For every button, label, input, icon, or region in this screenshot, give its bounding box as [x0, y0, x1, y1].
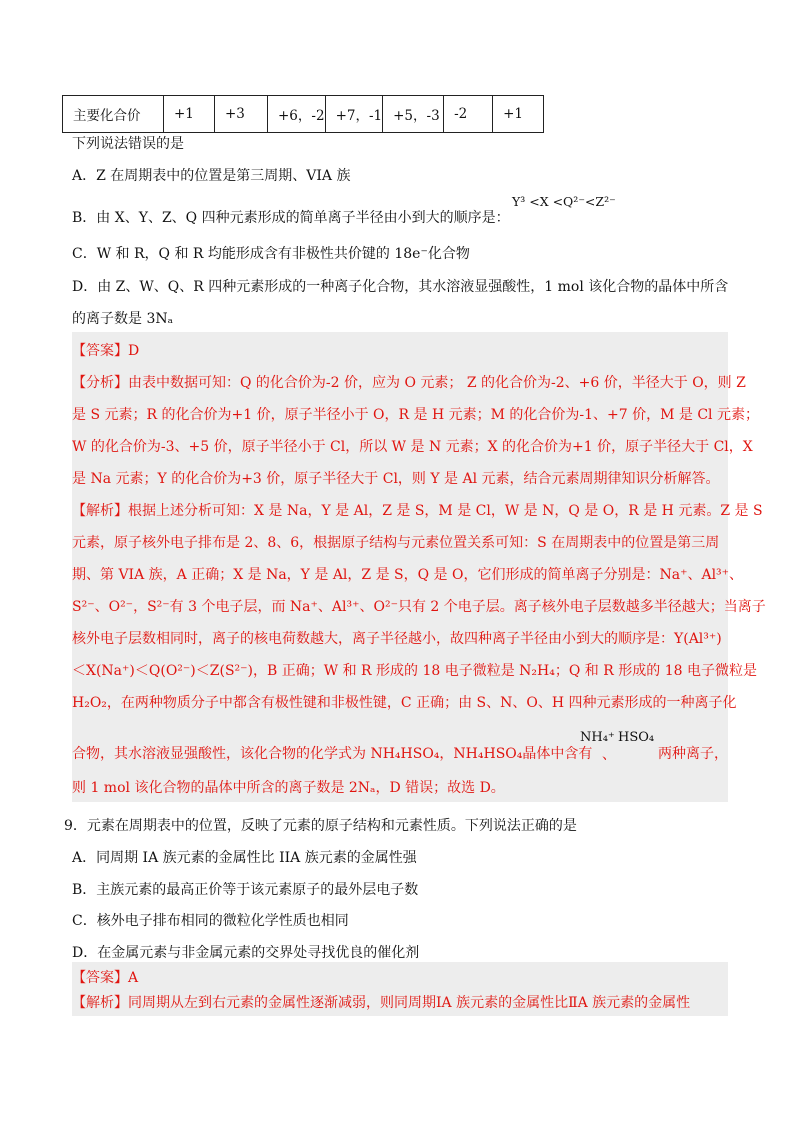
answer-label: 【答案】D — [72, 343, 140, 359]
explanation-line: 合物，其水溶液显强酸性，该化合物的化学式为 NH₄HSO₄，NH₄HSO₄晶体中含有 — [72, 746, 593, 762]
explanation-line: ＜X(Na⁺)＜Q(O²⁻)＜Z(S²⁻)，B 正确；W 和 R 形成的 18 电子微粒是 N₂H₄；Q 和 R 形成的 18 电子微粒是 — [72, 663, 757, 679]
table-cell: -2 — [444, 96, 493, 133]
analysis-line: 是 S 元素；R 的化合价为+1 价，原子半径小于 O，R 是 H 元素；M 的化合价为-1、+7 价，M 是 Cl 元素； — [72, 407, 759, 423]
explanation-line: 【解析】根据上述分析可知：X 是 Na，Y 是 Al，Z 是 S，M 是 Cl，W 是 N，Q 是 O，R 是 H 元素。Z 是 S — [72, 503, 763, 519]
table-cell: +6，-2 — [268, 96, 326, 133]
valence-table — [62, 95, 544, 133]
analysis-line: W 的化合价为-3、+5 价，原子半径小于 Cl，所以 W 是 N 元素；X 的化合价为+1 价，原子半径大于 Cl，X — [72, 439, 753, 455]
option-d-line2: 的离子数是 3Nₐ — [72, 311, 174, 327]
explanation-line: 元素，原子核外电子排布是 2、8、6，根据原子结构与元素位置关系可知：S 在周期表中的位置是第三周 — [72, 535, 720, 551]
explanation-line: H₂O₂，在两种物质分子中都含有极性键和非极性键，C 正确；由 S、N、O、H 四种元素形成的一种离子化 — [72, 695, 737, 711]
explanation-line: 则 1 mol 该化合物的晶体中所含的离子数是 2Nₐ，D 错误；故选 D。 — [72, 780, 505, 796]
hso4-ion-formula: HSO₄ — [618, 730, 655, 745]
option-a: A．Z 在周期表中的位置是第三周期、VIA 族 — [72, 168, 351, 184]
option-a: A．同周期 IA 族元素的金属性比 IIA 族元素的金属性强 — [72, 850, 417, 866]
ion-separator: 、 — [602, 747, 616, 763]
nh4-ion-formula: NH₄⁺ — [580, 730, 615, 745]
analysis-line: 是 Na 元素；Y 的化合价为+3 价，原子半径大于 Cl，则 Y 是 Al 元素，结合元素周期律知识分析解答。 — [72, 471, 720, 487]
question-9-stem: 9．元素在周期表中的位置，反映了元素的原子结构和元素性质。下列说法正确的是 — [64, 818, 577, 834]
table-row — [63, 96, 544, 133]
explanation-line: 期、第 VIA 族，A 正确；X 是 Na，Y 是 Al，Z 是 S，Q 是 O，它们形成的简单离子分别是：Na⁺、Al³⁺、 — [72, 567, 744, 583]
table-cell: +7，-1 — [325, 96, 383, 133]
table-cell: +1 — [493, 96, 544, 133]
table-cell: +1 — [164, 96, 215, 133]
option-c: C．核外电子排布相同的微粒化学性质也相同 — [72, 913, 349, 929]
explanation-line: 核外电子层数相同时，离子的核电荷数越大，离子半径越小，故四种离子半径由小到大的顺序是：Y(Al³⁺) — [72, 631, 722, 647]
option-b: B．主族元素的最高正价等于该元素原子的最外层电子数 — [72, 882, 419, 898]
question-stem: 下列说法错误的是 — [72, 136, 184, 152]
option-d: D．在金属元素与非金属元素的交界处寻找优良的催化剂 — [72, 945, 420, 961]
option-b: B．由 X、Y、Z、Q 四种元素形成的简单离子半径由小到大的顺序是： — [72, 210, 510, 226]
table-header-cell: 主要化合价 — [63, 96, 164, 133]
option-c: C．W 和 R，Q 和 R 均能形成含有非极性共价键的 18e⁻化合物 — [72, 246, 470, 262]
explanation-line: 两种离子， — [658, 746, 728, 762]
table-cell: +5，-3 — [383, 96, 444, 133]
table-cell: +3 — [215, 96, 268, 133]
answer-label: 【答案】A — [72, 970, 139, 986]
explanation-line: 【解析】同周期从左到右元素的金属性逐渐减弱，则同周期ⅠA 族元素的金属性比ⅡA 族元素的金属性 — [72, 995, 691, 1011]
option-b-formula: Y³ <X <Q²⁻<Z²⁻ — [512, 194, 616, 209]
explanation-line: S²⁻、O²⁻，S²⁻有 3 个电子层，而 Na⁺、Al³⁺、O²⁻只有 2 个电子层。离子核外电子层数越多半径越大；当离子 — [72, 599, 766, 615]
analysis-line: 【分析】由表中数据可知：Q 的化合价为-2 价，应为 O 元素； Z 的化合价为-2、+6 价，半径大于 O，则 Z — [72, 375, 746, 391]
option-d-line1: D．由 Z、W、Q、R 四种元素形成的一种离子化合物，其水溶液显强酸性，1 mol 该化合物的晶体中所含 — [72, 279, 729, 295]
